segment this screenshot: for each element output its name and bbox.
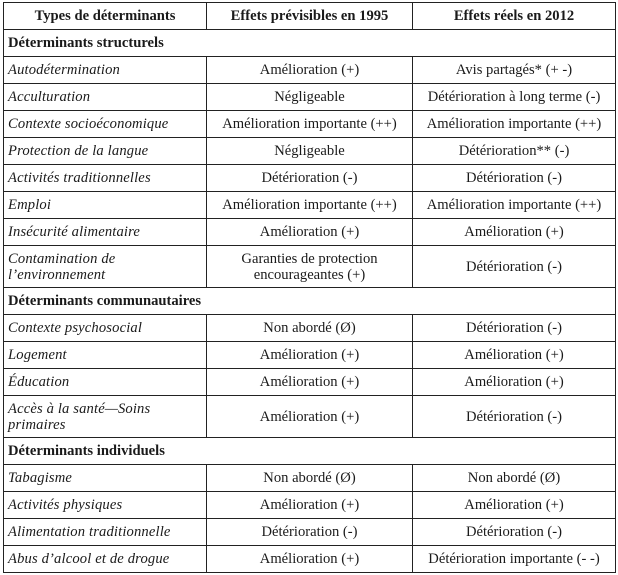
effect-2012: Amélioration importante (++): [413, 192, 616, 219]
determinant-type: Activités physiques: [4, 492, 207, 519]
table-row: [4, 546, 616, 573]
effect-1995: Amélioration (+): [207, 492, 413, 519]
effect-1995: Non abordé (Ø): [207, 465, 413, 492]
effect-2012: Amélioration (+): [413, 369, 616, 396]
determinant-type: Alimentation traditionnelle: [4, 519, 207, 546]
table-row: [4, 465, 616, 492]
determinant-type: Éducation: [4, 369, 207, 396]
determinant-type: Contexte socioéconomique: [4, 111, 207, 138]
table-row: [4, 315, 616, 342]
effect-1995: Négligeable: [207, 84, 413, 111]
effect-1995: Amélioration (+): [207, 342, 413, 369]
table-row: [4, 138, 616, 165]
effect-2012: Amélioration (+): [413, 219, 616, 246]
effect-1995: Amélioration (+): [207, 57, 413, 84]
determinant-type: Abus d’alcool et de drogue: [4, 546, 207, 573]
effect-2012: Avis partagés* (+ -): [413, 57, 616, 84]
determinants-table: [3, 2, 616, 573]
effect-1995: Détérioration (-): [207, 165, 413, 192]
effect-1995: Amélioration (+): [207, 396, 413, 438]
table-row: [4, 192, 616, 219]
table-row: [4, 84, 616, 111]
table-row: [4, 57, 616, 84]
effect-1995: Amélioration importante (++): [207, 111, 413, 138]
table-row: [4, 369, 616, 396]
section-row: [4, 30, 616, 57]
determinant-type: Activités traditionnelles: [4, 165, 207, 192]
header-effects-2012: Effets réels en 2012: [413, 3, 616, 30]
section-row: [4, 288, 616, 315]
header-types: Types de déterminants: [4, 3, 207, 30]
effect-1995: Détérioration (-): [207, 519, 413, 546]
effect-2012: Amélioration importante (++): [413, 111, 616, 138]
table-row: [4, 396, 616, 438]
effect-1995: Amélioration importante (++): [207, 192, 413, 219]
effect-2012: Détérioration (-): [413, 519, 616, 546]
effect-2012: Détérioration (-): [413, 246, 616, 288]
determinant-type: Contexte psychosocial: [4, 315, 207, 342]
effect-2012: Détérioration à long terme (-): [413, 84, 616, 111]
table-row: [4, 165, 616, 192]
table-row: [4, 492, 616, 519]
effect-1995: Non abordé (Ø): [207, 315, 413, 342]
section-title: Déterminants structurels: [4, 30, 616, 57]
effect-1995: Amélioration (+): [207, 546, 413, 573]
effect-2012: Détérioration (-): [413, 315, 616, 342]
section-row: [4, 438, 616, 465]
effect-2012: Non abordé (Ø): [413, 465, 616, 492]
determinant-type: Insécurité alimentaire: [4, 219, 207, 246]
effect-1995: Amélioration (+): [207, 219, 413, 246]
effect-1995: Amélioration (+): [207, 369, 413, 396]
determinant-type: Emploi: [4, 192, 207, 219]
effect-2012: Détérioration importante (- -): [413, 546, 616, 573]
determinant-type: Contamination de l’environnement: [4, 246, 207, 288]
effect-2012: Amélioration (+): [413, 342, 616, 369]
section-title: Déterminants individuels: [4, 438, 616, 465]
table-row: [4, 246, 616, 288]
effect-2012: Détérioration** (-): [413, 138, 616, 165]
determinant-type: Acculturation: [4, 84, 207, 111]
effect-1995: Garanties de protection encourageantes (+): [207, 246, 413, 288]
determinant-type: Protection de la langue: [4, 138, 207, 165]
table-row: [4, 342, 616, 369]
determinant-type: Tabagisme: [4, 465, 207, 492]
determinant-type: Autodétermination: [4, 57, 207, 84]
effect-2012: Détérioration (-): [413, 396, 616, 438]
header-effects-1995: Effets prévisibles en 1995: [207, 3, 413, 30]
section-title: Déterminants communautaires: [4, 288, 616, 315]
effect-1995: Négligeable: [207, 138, 413, 165]
effect-2012: Détérioration (-): [413, 165, 616, 192]
determinant-type: Logement: [4, 342, 207, 369]
table-row: [4, 519, 616, 546]
table-row: [4, 111, 616, 138]
effect-2012: Amélioration (+): [413, 492, 616, 519]
determinant-type: Accès à la santé—Soins primaires: [4, 396, 207, 438]
table-row: [4, 219, 616, 246]
header-row: [4, 3, 616, 30]
